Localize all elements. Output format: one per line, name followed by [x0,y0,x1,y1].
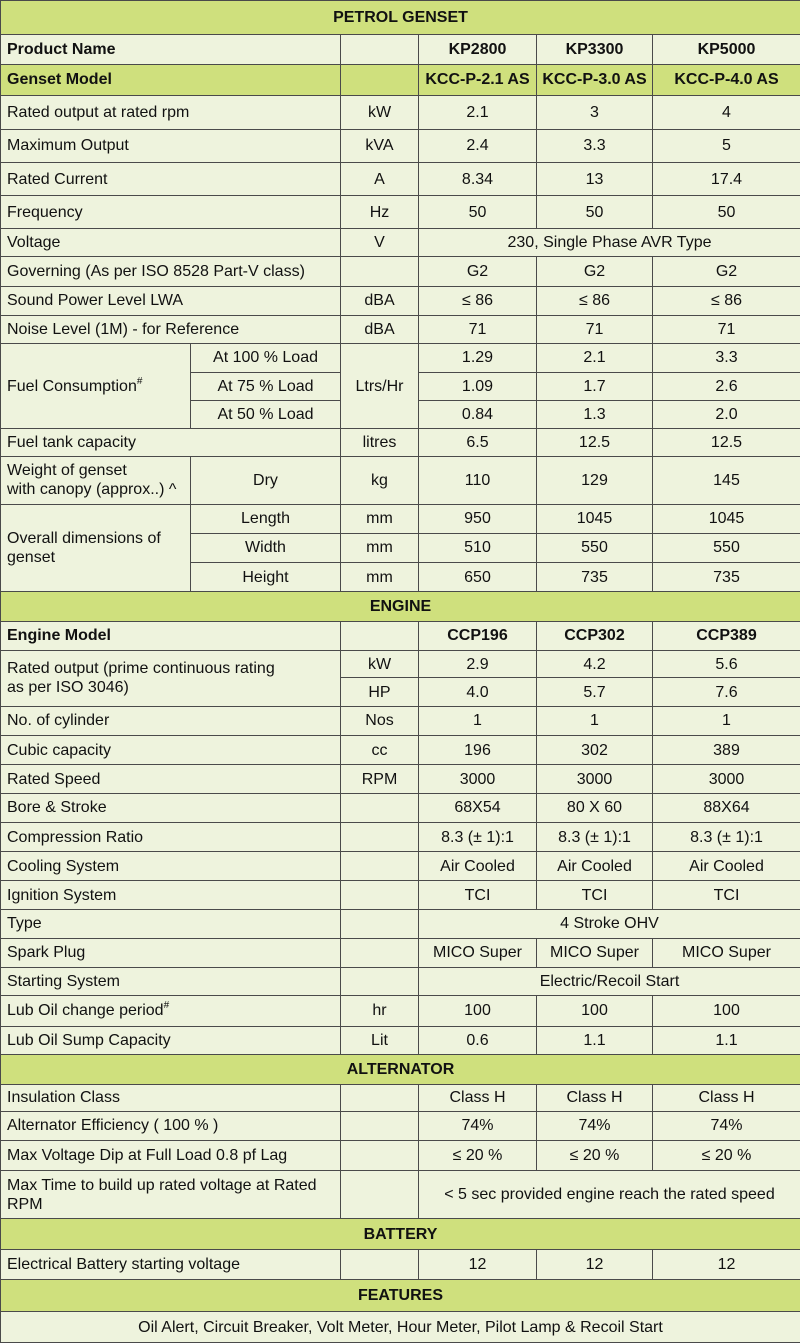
section-title: FEATURES [1,1279,800,1311]
unit-cell: Lit [341,1026,419,1054]
unit-cell: A [341,163,419,196]
value-cell: 950 [419,505,537,533]
label-line: RPM [7,1195,43,1213]
value-cell: 12.5 [537,429,653,456]
row-label: Noise Level (1M) - for Reference [1,315,341,343]
value-cell-merged: 230, Single Phase AVR Type [419,228,800,256]
value-cell: 71 [419,315,537,343]
unit-cell [341,1141,419,1171]
value-cell: 650 [419,562,537,591]
value-cell: 3000 [419,765,537,793]
value-cell: 74% [653,1111,800,1140]
row-label: Voltage [1,228,341,256]
value-cell: 1045 [537,505,653,533]
value-cell: 7.6 [653,678,800,706]
unit-cell: RPM [341,765,419,793]
value-cell: 2.4 [419,129,537,162]
value-cell: 12 [653,1250,800,1279]
unit-cell [341,1171,419,1219]
label-line: with canopy (approx..) ^ [7,481,177,499]
row-label: Spark Plug [1,938,341,967]
value-cell: 5.7 [537,678,653,706]
sub-label: Height [191,562,341,591]
row-label: Genset Model [1,64,341,95]
value-cell: TCI [419,880,537,909]
value-cell: CCP389 [653,621,800,650]
row-label: Type [1,910,341,938]
value-cell: 8.34 [419,163,537,196]
value-cell: 2.9 [419,651,537,678]
value-cell: 196 [419,736,537,765]
value-cell: 4.0 [419,678,537,706]
row-label: Frequency [1,196,341,228]
value-cell: 50 [537,196,653,228]
unit-cell [341,823,419,852]
row-cooling [1,852,800,880]
section-alternator [1,1054,800,1084]
sub-label: At 75 % Load [191,372,341,400]
value-cell: 550 [653,533,800,562]
row-label: Ignition System [1,880,341,909]
row-label: Cubic capacity [1,736,341,765]
row-cubic-capacity [1,736,800,765]
row-rated-output [1,96,800,129]
value-cell: G2 [537,257,653,286]
row-spark-plug [1,938,800,967]
row-label: Maximum Output [1,129,341,162]
section-battery [1,1218,800,1249]
unit-cell [341,793,419,822]
value-cell: 3.3 [653,344,800,372]
row-label [1,996,341,1026]
row-label: Rated output at rated rpm [1,96,341,129]
row-cylinders [1,706,800,735]
row-label [1,1171,341,1219]
row-label [1,344,191,429]
value-cell: 12 [419,1250,537,1279]
value-cell: CCP196 [419,621,537,650]
value-cell: ≤ 86 [653,286,800,315]
unit-cell: dBA [341,315,419,343]
value-cell: ≤ 20 % [653,1141,800,1171]
value-cell: MICO Super [653,938,800,967]
value-cell: ≤ 86 [419,286,537,315]
value-cell: CCP302 [537,621,653,650]
unit-cell [341,967,419,995]
sub-label: At 50 % Load [191,400,341,428]
row-governing [1,257,800,286]
value-cell-merged: Electric/Recoil Start [419,967,800,995]
value-cell: 13 [537,163,653,196]
value-cell: 50 [653,196,800,228]
row-product-name [1,35,800,64]
unit-cell: kVA [341,129,419,162]
value-cell: 71 [537,315,653,343]
value-cell: Class H [653,1085,800,1111]
unit-cell [341,852,419,880]
value-cell: 1.3 [537,400,653,428]
unit-cell [341,35,419,64]
row-sound-power [1,286,800,315]
value-cell: 17.4 [653,163,800,196]
unit-cell: cc [341,736,419,765]
unit-cell: mm [341,533,419,562]
value-cell: 302 [537,736,653,765]
lub-label: Lub Oil change period [7,1002,164,1020]
unit-cell: hr [341,996,419,1026]
value-cell: 1 [537,706,653,735]
unit-cell [341,938,419,967]
row-label: Bore & Stroke [1,793,341,822]
value-cell: 1.1 [537,1026,653,1054]
unit-cell: kg [341,456,419,505]
value-cell: TCI [653,880,800,909]
row-fuel-100 [1,344,800,372]
value-cell: 1.09 [419,372,537,400]
section-title: ALTERNATOR [1,1054,800,1084]
value-cell: 88X64 [653,793,800,822]
row-features [1,1312,800,1343]
row-label: No. of cylinder [1,706,341,735]
value-cell: 735 [653,562,800,591]
value-cell: Class H [537,1085,653,1111]
unit-cell: litres [341,429,419,456]
unit-cell: kW [341,651,419,678]
value-cell: 100 [537,996,653,1026]
fuel-label: Fuel Consumption [7,377,137,395]
row-type [1,910,800,938]
value-cell: 1 [419,706,537,735]
row-noise-level [1,315,800,343]
row-label [1,505,191,592]
unit-cell [341,1250,419,1279]
value-cell: MICO Super [537,938,653,967]
value-cell: 389 [653,736,800,765]
value-cell: KCC-P-4.0 AS [653,64,800,95]
value-cell: 3000 [537,765,653,793]
value-cell: 1.1 [653,1026,800,1054]
value-cell: KP3300 [537,35,653,64]
value-cell: ≤ 86 [537,286,653,315]
value-cell: 74% [419,1111,537,1140]
value-cell: 0.84 [419,400,537,428]
value-cell: 3 [537,96,653,129]
row-bore-stroke [1,793,800,822]
unit-cell: dBA [341,286,419,315]
unit-cell [341,621,419,650]
value-cell: 74% [537,1111,653,1140]
unit-cell [341,910,419,938]
row-engine-model [1,621,800,650]
row-ignition [1,880,800,909]
value-cell: 1045 [653,505,800,533]
sub-label: Length [191,505,341,533]
value-cell: 4 [653,96,800,129]
row-label: Compression Ratio [1,823,341,852]
row-label: Electrical Battery starting voltage [1,1250,341,1279]
row-battery-voltage [1,1250,800,1279]
label-line: Overall dimensions of [7,530,161,548]
value-cell: 12 [537,1250,653,1279]
row-label [1,651,341,707]
value-cell: 5 [653,129,800,162]
value-cell: Class H [419,1085,537,1111]
label-line: as per ISO 3046) [7,679,129,697]
row-rated-current [1,163,800,196]
unit-cell [341,1111,419,1140]
value-cell: 80 X 60 [537,793,653,822]
value-cell: 145 [653,456,800,505]
unit-cell: mm [341,505,419,533]
value-cell: 1.29 [419,344,537,372]
value-cell: 50 [419,196,537,228]
row-label: Starting System [1,967,341,995]
row-engine-output-kw [1,651,800,678]
value-cell: 5.6 [653,651,800,678]
unit-cell: kW [341,96,419,129]
row-label: Insulation Class [1,1085,341,1111]
footnote-mark: # [163,1000,170,1012]
row-compression [1,823,800,852]
value-cell: 550 [537,533,653,562]
value-cell: 2.0 [653,400,800,428]
value-cell: 129 [537,456,653,505]
label-line: Rated output (prime continuous rating [7,660,275,678]
section-title: BATTERY [1,1218,800,1249]
row-lub-oil-change [1,996,800,1026]
unit-cell [341,257,419,286]
row-fuel-tank [1,429,800,456]
unit-cell: mm [341,562,419,591]
value-cell: KP5000 [653,35,800,64]
footnote-mark: # [136,375,143,387]
value-cell: 8.3 (± 1):1 [537,823,653,852]
sub-label: At 100 % Load [191,344,341,372]
unit-cell: HP [341,678,419,706]
value-cell: 110 [419,456,537,505]
value-cell: Air Cooled [653,852,800,880]
section-engine [1,592,800,621]
value-cell: KCC-P-2.1 AS [419,64,537,95]
sub-label: Width [191,533,341,562]
row-genset-model [1,64,800,95]
row-dim-length [1,505,800,533]
unit-cell: Nos [341,706,419,735]
value-cell: 2.1 [537,344,653,372]
value-cell: 6.5 [419,429,537,456]
value-cell: ≤ 20 % [537,1141,653,1171]
value-cell: 12.5 [653,429,800,456]
row-label: Max Voltage Dip at Full Load 0.8 pf Lag [1,1141,341,1171]
row-label: Lub Oil Sump Capacity [1,1026,341,1054]
value-cell: 510 [419,533,537,562]
value-cell: 1.7 [537,372,653,400]
value-cell: 735 [537,562,653,591]
value-cell-merged: 4 Stroke OHV [419,910,800,938]
value-cell: 71 [653,315,800,343]
row-alternator-efficiency [1,1111,800,1140]
value-cell: KP2800 [419,35,537,64]
row-label: Sound Power Level LWA [1,286,341,315]
row-label: Product Name [1,35,341,64]
section-features [1,1279,800,1311]
value-cell-merged: < 5 sec provided engine reach the rated speed [419,1171,800,1219]
label-line: Max Time to build up rated voltage at Rated [7,1176,317,1194]
row-label: Engine Model [1,621,341,650]
row-label [1,456,191,505]
value-cell: 3.3 [537,129,653,162]
value-cell: Air Cooled [419,852,537,880]
section-petrol-genset [1,1,800,35]
row-weight [1,456,800,505]
label-line: genset [7,549,56,567]
value-cell: ≤ 20 % [419,1141,537,1171]
section-title: ENGINE [1,592,800,621]
row-label: Alternator Efficiency ( 100 % ) [1,1111,341,1140]
row-lub-oil-sump [1,1026,800,1054]
value-cell: 1 [653,706,800,735]
value-cell: 68X54 [419,793,537,822]
value-cell: Air Cooled [537,852,653,880]
unit-cell: Hz [341,196,419,228]
value-cell: 3000 [653,765,800,793]
section-title: PETROL GENSET [1,1,800,35]
unit-cell [341,880,419,909]
row-label: Cooling System [1,852,341,880]
value-cell: 4.2 [537,651,653,678]
row-voltage [1,228,800,256]
unit-cell [341,64,419,95]
row-voltage-dip [1,1141,800,1171]
value-cell: G2 [653,257,800,286]
value-cell: 8.3 (± 1):1 [653,823,800,852]
row-insulation-class [1,1085,800,1111]
row-frequency [1,196,800,228]
row-label: Fuel tank capacity [1,429,341,456]
value-cell: G2 [419,257,537,286]
value-cell: 8.3 (± 1):1 [419,823,537,852]
value-cell: 0.6 [419,1026,537,1054]
value-cell: 2.6 [653,372,800,400]
value-cell: MICO Super [419,938,537,967]
features-text: Oil Alert, Circuit Breaker, Volt Meter, Hour Meter, Pilot Lamp & Recoil Start [1,1312,800,1343]
value-cell: TCI [537,880,653,909]
label-line: Weight of genset [7,462,127,480]
row-voltage-buildup [1,1171,800,1219]
unit-cell: Ltrs/Hr [341,344,419,429]
row-maximum-output [1,129,800,162]
sub-label: Dry [191,456,341,505]
value-cell: 2.1 [419,96,537,129]
value-cell: 100 [419,996,537,1026]
unit-cell [341,1085,419,1111]
value-cell: KCC-P-3.0 AS [537,64,653,95]
value-cell: 100 [653,996,800,1026]
row-label: Rated Speed [1,765,341,793]
row-label: Rated Current [1,163,341,196]
unit-cell: V [341,228,419,256]
row-rated-speed [1,765,800,793]
row-starting-system [1,967,800,995]
row-label: Governing (As per ISO 8528 Part-V class) [1,257,341,286]
